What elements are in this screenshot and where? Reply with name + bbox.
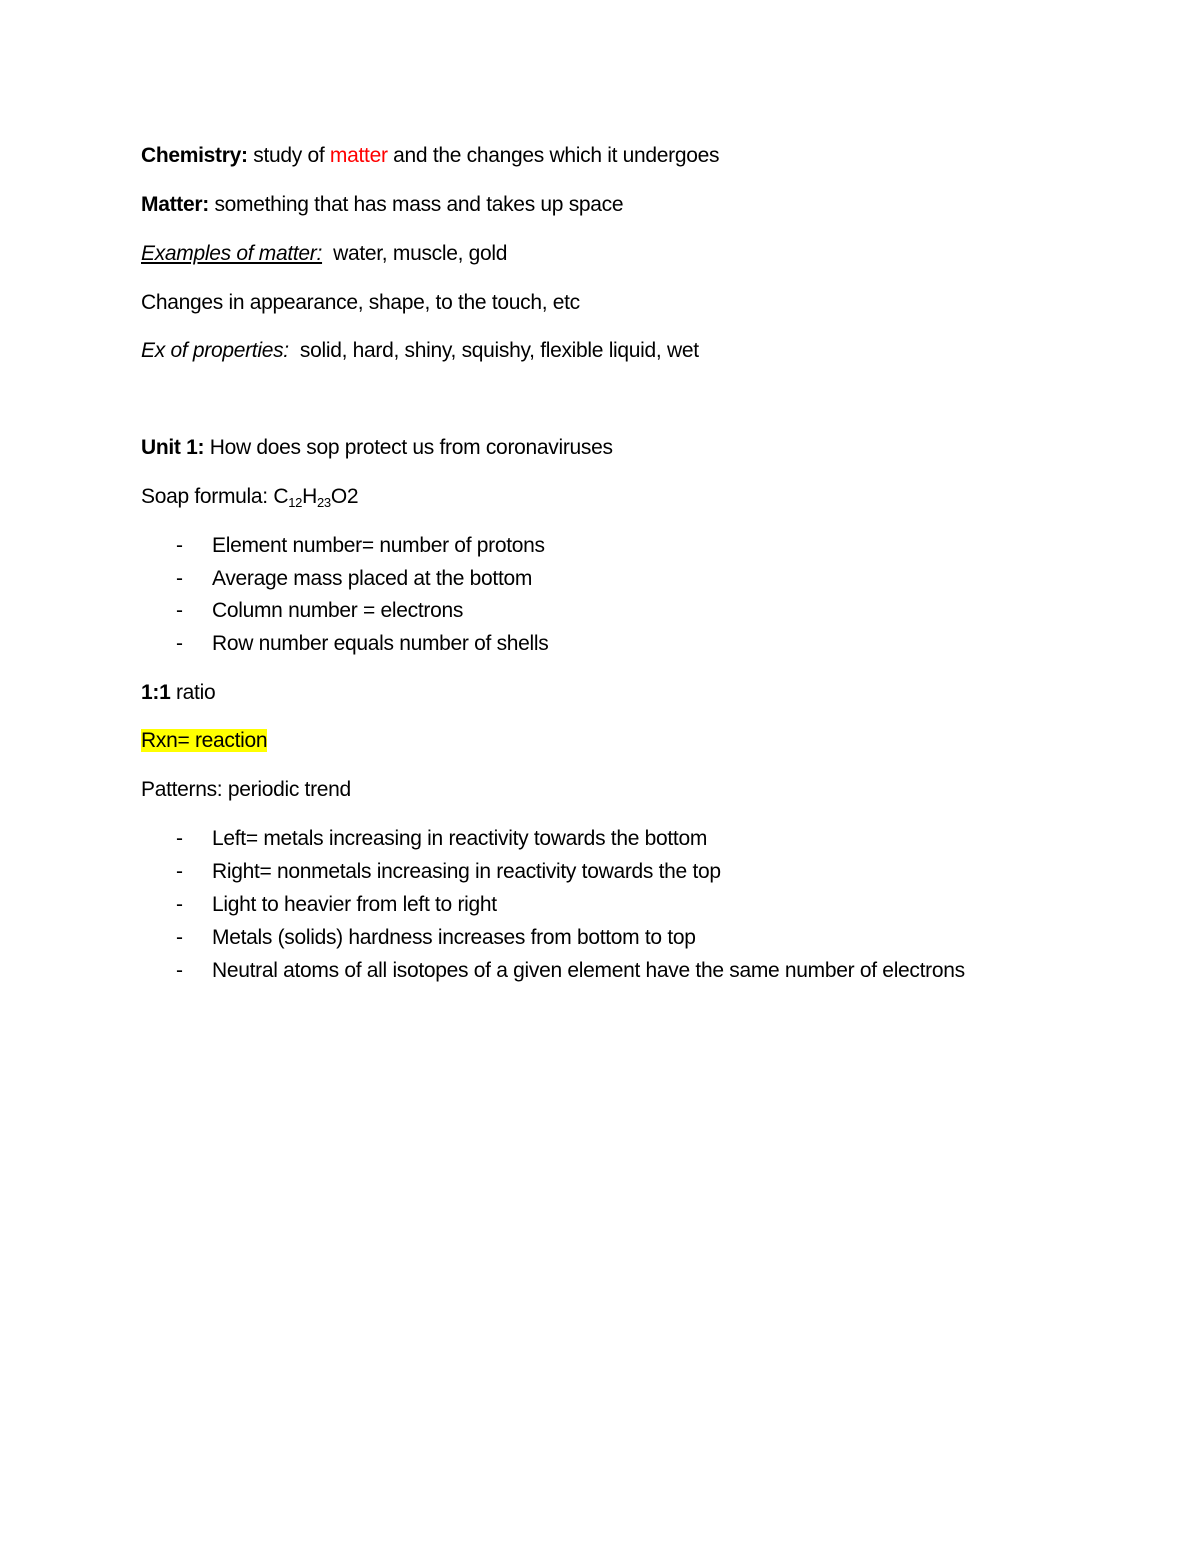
properties-text: solid, hard, shiny, squishy, flexible liquid, wet xyxy=(288,339,699,362)
bullet-dash: - xyxy=(176,632,183,655)
matter-definition xyxy=(141,191,623,219)
bullet-dash: - xyxy=(176,893,183,916)
bullet-text: Neutral atoms of all isotopes of a given element have the same number of electrons xyxy=(212,959,965,982)
bullet-dash: - xyxy=(176,860,183,883)
matter-label: Matter: xyxy=(141,193,209,216)
bullet-text: Metals (solids) hardness increases from bottom to top xyxy=(212,926,696,949)
bullet-dash: - xyxy=(176,827,183,850)
soap-subscript-12: 12 xyxy=(288,495,303,510)
ratio-text: ratio xyxy=(170,681,216,704)
ratio-bold: 1:1 xyxy=(141,681,171,704)
chemistry-text-post: and the changes which it undergoes xyxy=(387,144,720,167)
bullet-text: Element number= number of protons xyxy=(212,534,545,557)
soap-o: O2 xyxy=(330,485,359,508)
bullet-dash: - xyxy=(176,567,183,590)
bullet-text: Left= metals increasing in reactivity towards the bottom xyxy=(212,827,708,850)
properties-line xyxy=(141,337,699,365)
chemistry-definition xyxy=(141,142,719,170)
matter-highlight: matter xyxy=(329,144,388,167)
rxn-highlight: Rxn= reaction xyxy=(141,729,268,752)
soap-formula xyxy=(141,483,358,511)
unit-text: How does sop protect us from coronaviruses xyxy=(204,436,613,459)
soap-subscript-23: 23 xyxy=(317,495,331,510)
properties-label: Ex of properties: xyxy=(141,339,289,362)
matter-text: something that has mass and takes up space xyxy=(208,193,624,216)
bullet-text: Column number = electrons xyxy=(212,599,464,622)
examples-label: Examples of matter: xyxy=(141,242,323,265)
bullet-text: Row number equals number of shells xyxy=(212,632,549,655)
bullet-dash: - xyxy=(176,534,183,557)
chemistry-text-pre: study of xyxy=(247,144,330,167)
bullet-dash: - xyxy=(176,959,183,982)
bullet-text: Light to heavier from left to right xyxy=(212,893,497,916)
changes-line: Changes in appearance, shape, to the touch, etc xyxy=(141,291,580,314)
bullet-text: Right= nonmetals increasing in reactivity towards the top xyxy=(212,860,721,883)
unit-label: Unit 1: xyxy=(141,436,205,459)
soap-label: Soap formula: C xyxy=(141,485,289,508)
rxn-line xyxy=(141,727,267,755)
unit-heading xyxy=(141,434,613,462)
bullet-text: Average mass placed at the bottom xyxy=(212,567,533,590)
soap-h: H xyxy=(302,485,317,508)
chemistry-label: Chemistry: xyxy=(141,144,248,167)
examples-text: water, muscle, gold xyxy=(322,242,508,265)
examples-of-matter xyxy=(141,240,507,268)
bullet-dash: - xyxy=(176,926,183,949)
bullet-dash: - xyxy=(176,599,183,622)
patterns-line: Patterns: periodic trend xyxy=(141,778,351,801)
ratio-line xyxy=(141,679,215,707)
